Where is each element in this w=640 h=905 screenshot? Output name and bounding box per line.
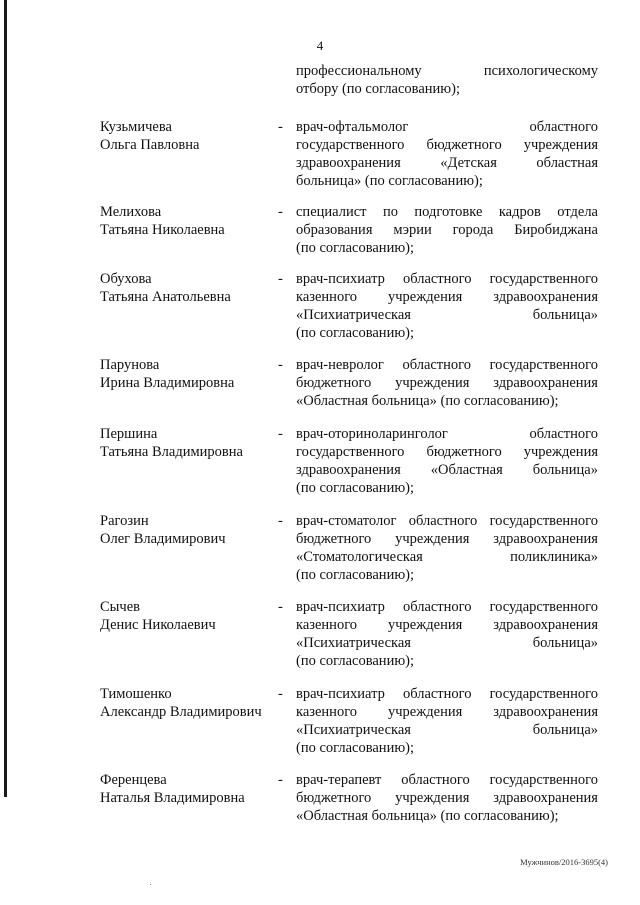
role-word: «Психиатрическая [296, 635, 411, 651]
role-word: бюджетного [296, 375, 372, 391]
member-role [296, 270, 598, 342]
role-line [296, 136, 598, 154]
role-word: здравоохранения [493, 704, 598, 720]
role-word: специалист [296, 204, 367, 220]
role-word: областного [402, 271, 472, 287]
member-surname: Тимошенко [100, 686, 172, 702]
role-word: здравоохранения [493, 375, 598, 391]
role-line [296, 443, 598, 461]
role-word: государственного [489, 513, 598, 529]
role-line: (по согласованию); [296, 325, 415, 341]
role-line [296, 530, 598, 548]
role-word: государственного [296, 137, 405, 153]
role-word: врач-стоматолог [296, 513, 397, 529]
role-word: врач-оториноларинголог [296, 426, 448, 442]
role-word: больница» [532, 307, 598, 323]
role-word: государственного [489, 271, 598, 287]
role-word: учреждения [523, 444, 598, 460]
member-role [296, 356, 598, 410]
role-word: города [452, 222, 494, 238]
role-word: государственного [296, 444, 405, 460]
member-given-name: Денис Николаевич [100, 617, 216, 633]
role-word: подготовке [414, 204, 483, 220]
role-line [296, 203, 598, 221]
role-word: «Психиатрическая [296, 722, 411, 738]
member-given-name: Ольга Павловна [100, 137, 200, 153]
role-line [296, 374, 598, 392]
role-word: больница» [532, 635, 598, 651]
member-name [100, 685, 280, 721]
role-line [296, 616, 598, 634]
page-number: 4 [316, 38, 324, 53]
role-word: кадров [498, 204, 541, 220]
role-word: Биробиджана [514, 222, 598, 238]
member-role [296, 685, 598, 757]
list-dash: - [278, 271, 283, 287]
scan-speck [150, 884, 151, 885]
member-surname: Парунова [100, 357, 160, 373]
role-line: (по согласованию); [296, 480, 415, 496]
member-name [100, 270, 280, 306]
role-word: областного [408, 513, 478, 529]
role-word: «Областная [430, 462, 503, 478]
member-name [100, 203, 280, 239]
member-surname: Мелихова [100, 204, 162, 220]
role-line [296, 306, 598, 324]
continuation-line-1 [296, 62, 598, 80]
member-given-name: Александр Владимирович [100, 704, 262, 720]
member-surname: Обухова [100, 271, 152, 287]
role-line [296, 221, 598, 239]
role-line [296, 789, 598, 807]
role-word: государственного [489, 772, 598, 788]
role-word: областного [402, 357, 471, 373]
role-word: врач-психиатр [296, 599, 385, 615]
role-word: бюджетного [296, 531, 372, 547]
role-word: областного [529, 426, 598, 442]
role-word: казенного [296, 289, 358, 305]
list-dash: - [278, 513, 283, 529]
role-word: учреждения [523, 137, 598, 153]
role-word: врач-невролог [296, 357, 384, 373]
continuation-word-right: психологическому [483, 63, 598, 79]
member-given-name: Олег Владимирович [100, 531, 226, 547]
member-given-name: Наталья Владимировна [100, 790, 245, 806]
role-word: здравоохранения [493, 790, 598, 806]
role-word: областного [402, 686, 472, 702]
member-role [296, 512, 598, 584]
member-given-name: Татьяна Анатольевна [100, 289, 231, 305]
role-word: врач-терапевт [296, 772, 382, 788]
role-line [296, 118, 598, 136]
role-word: учреждения [395, 375, 470, 391]
list-dash: - [278, 686, 283, 702]
role-word: «Стоматологическая [296, 549, 423, 565]
list-dash: - [278, 772, 283, 788]
continuation-text [296, 62, 598, 98]
role-word: казенного [296, 704, 358, 720]
list-dash: - [278, 119, 283, 135]
role-line [296, 288, 598, 306]
list-dash: - [278, 357, 283, 373]
member-given-name: Татьяна Николаевна [100, 222, 225, 238]
role-line: (по согласованию); [296, 653, 415, 669]
role-line [296, 721, 598, 739]
role-word: врач-психиатр [296, 686, 385, 702]
role-line: (по согласованию); [296, 567, 415, 583]
role-word: государственного [489, 686, 598, 702]
role-line [296, 548, 598, 566]
role-word: областного [402, 599, 472, 615]
role-word: «Детская [440, 155, 497, 171]
role-line [296, 425, 598, 443]
role-word: государственного [489, 599, 598, 615]
role-line: (по согласованию); [296, 240, 415, 256]
member-name [100, 356, 280, 392]
role-word: здравоохранения [296, 462, 401, 478]
member-given-name: Татьяна Владимировна [100, 444, 243, 460]
member-role [296, 598, 598, 670]
continuation-word-left: профессиональному [296, 63, 422, 79]
member-surname: Сычев [100, 599, 140, 615]
role-word: областного [401, 772, 470, 788]
member-given-name: Ирина Владимировна [100, 375, 235, 391]
role-word: здравоохранения [296, 155, 401, 171]
role-word: областная [536, 155, 598, 171]
role-word: учреждения [388, 704, 463, 720]
role-word: отдела [557, 204, 598, 220]
member-surname: Першина [100, 426, 158, 442]
role-line [296, 634, 598, 652]
scan-left-edge [4, 0, 7, 797]
member-surname: Рагозин [100, 513, 149, 529]
member-role [296, 118, 598, 190]
role-word: учреждения [388, 289, 463, 305]
member-surname: Кузьмичева [100, 119, 172, 135]
role-line [296, 512, 598, 530]
member-name [100, 771, 280, 807]
role-line [296, 598, 598, 616]
member-surname: Ференцева [100, 772, 167, 788]
role-word: больница» [532, 462, 598, 478]
role-word: бюджетного [296, 790, 372, 806]
list-dash: - [278, 204, 283, 220]
role-word: здравоохранения [493, 617, 598, 633]
role-line: (по согласованию); [296, 740, 415, 756]
role-word: бюджетного [426, 137, 502, 153]
role-word: областного [529, 119, 598, 135]
role-line: «Областная больница» (по согласованию); [296, 393, 559, 409]
role-word: учреждения [388, 617, 463, 633]
member-role [296, 771, 598, 825]
role-word: государственного [489, 357, 598, 373]
member-name [100, 598, 280, 634]
continuation-line-2: отбору (по согласованию); [296, 81, 460, 97]
role-word: поликлиника» [510, 549, 598, 565]
member-name [100, 118, 280, 154]
role-line [296, 461, 598, 479]
role-line [296, 703, 598, 721]
member-name [100, 512, 280, 548]
list-dash: - [278, 599, 283, 615]
role-word: учреждения [395, 531, 470, 547]
member-name [100, 425, 280, 461]
role-word: бюджетного [426, 444, 502, 460]
role-word: по [382, 204, 398, 220]
list-dash: - [278, 426, 283, 442]
role-line [296, 154, 598, 172]
role-line: больница» (по согласованию); [296, 173, 483, 189]
role-line: «Областная больница» (по согласованию); [296, 808, 559, 824]
role-line [296, 685, 598, 703]
role-word: здравоохранения [493, 531, 598, 547]
role-word: мэрии [393, 222, 432, 238]
role-word: больница» [532, 722, 598, 738]
role-word: врач-психиатр [296, 271, 385, 287]
role-line [296, 270, 598, 288]
role-word: здравоохранения [493, 289, 598, 305]
role-word: врач-офтальмолог [296, 119, 409, 135]
role-line [296, 771, 598, 789]
role-line [296, 356, 598, 374]
role-word: «Психиатрическая [296, 307, 411, 323]
member-role [296, 203, 598, 257]
role-word: образования [296, 222, 373, 238]
member-role [296, 425, 598, 497]
document-code: Мужчинов/2016-3695(4) [520, 857, 608, 867]
role-word: казенного [296, 617, 358, 633]
role-word: учреждения [395, 790, 470, 806]
